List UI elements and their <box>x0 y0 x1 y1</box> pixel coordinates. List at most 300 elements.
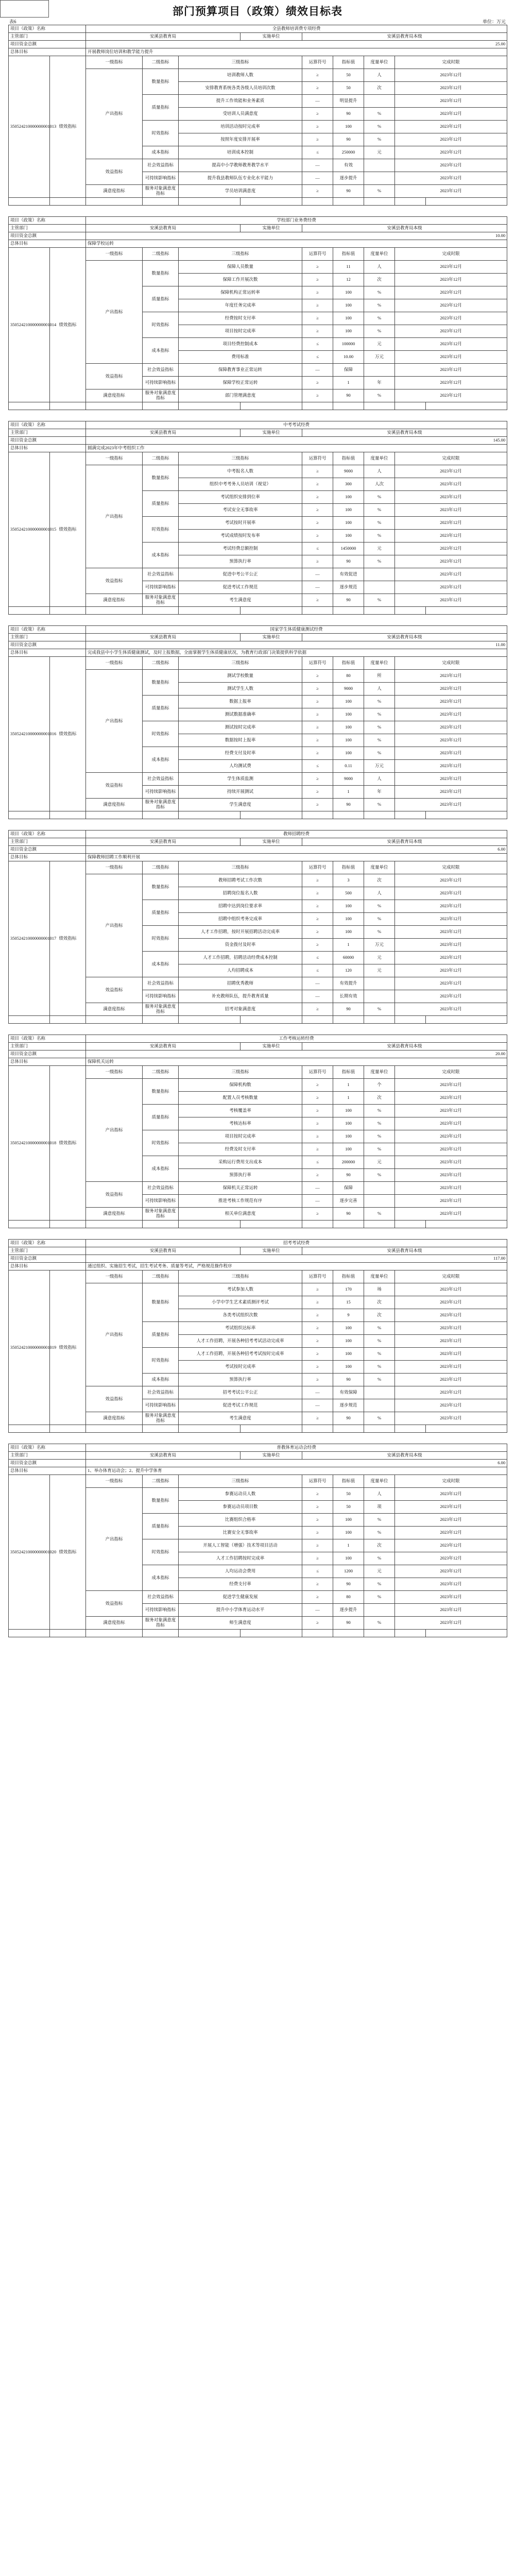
level2-cell: 成本指标 <box>143 1565 179 1591</box>
table-row <box>9 1255 507 1263</box>
unit-cell: 人 <box>364 773 395 786</box>
blank-cell <box>179 1016 241 1024</box>
deadline-cell: 2023年12月 <box>395 351 507 364</box>
project-table <box>8 830 507 1024</box>
table-row <box>9 607 507 615</box>
value-cell: 50 <box>333 1501 364 1514</box>
operator-cell: ≥ <box>302 1105 333 1117</box>
blank-cell <box>302 811 333 819</box>
value-cell: 100 <box>333 530 364 543</box>
blank-cell <box>395 1221 426 1228</box>
impl-value: 安溪县教育局本级 <box>302 1043 507 1050</box>
deadline-cell: 2023年12月 <box>395 491 507 504</box>
unit-cell <box>364 159 395 172</box>
unit-cell: 年 <box>364 786 395 799</box>
level3-cell: 人才工作招聘，按时开展招聘活动完成率 <box>179 926 302 939</box>
unit-cell: 个 <box>364 1079 395 1092</box>
header-lvl1: 一级指标 <box>86 248 143 261</box>
project-block <box>8 421 507 615</box>
table-row <box>9 429 507 437</box>
value-cell: 170 <box>333 1283 364 1296</box>
deadline-cell: 2023年12月 <box>395 926 507 939</box>
unit-cell: % <box>364 1348 395 1361</box>
blank-cell <box>333 607 364 615</box>
deadline-cell: 2023年12月 <box>395 95 507 108</box>
deadline-cell: 2023年12月 <box>395 555 507 568</box>
deadline-cell: 2023年12月 <box>395 1130 507 1143</box>
table-row <box>9 33 507 41</box>
level2-cell: 质量指标 <box>143 95 179 121</box>
unit-cell: 场 <box>364 1283 395 1296</box>
header-unit: 度量单位 <box>364 657 395 670</box>
blank-cell <box>241 607 302 615</box>
operator-cell: ≥ <box>302 1283 333 1296</box>
blank-cell <box>143 1221 179 1228</box>
project-table <box>8 25 507 206</box>
unit-cell: % <box>364 325 395 338</box>
level3-cell: 项目经费控制成本 <box>179 338 302 351</box>
operator-cell: ≤ <box>302 351 333 364</box>
value-cell: 1 <box>333 939 364 952</box>
value-cell: 有效提升 <box>333 977 364 990</box>
operator-cell: ≥ <box>302 185 333 198</box>
level3-cell: 招聘中组织考务完成率 <box>179 913 302 926</box>
table-row <box>9 1035 507 1043</box>
header-op: 运算符号 <box>302 1475 333 1488</box>
unit-cell <box>364 1604 395 1617</box>
deadline-cell: 2023年12月 <box>395 286 507 299</box>
dept-label: 主管部门 <box>9 1452 86 1460</box>
level3-cell: 考试安全无事故率 <box>179 504 302 517</box>
blank-cell <box>143 811 179 819</box>
deadline-cell: 2023年12月 <box>395 1092 507 1105</box>
unit-cell <box>364 990 395 1003</box>
fund-label: 项目资金总额 <box>9 437 86 445</box>
level3-cell: 保障学校正常运转 <box>179 377 302 389</box>
unit-cell: 元 <box>364 146 395 159</box>
operator-cell: ≥ <box>302 1501 333 1514</box>
deadline-cell: 2023年12月 <box>395 325 507 338</box>
level2-cell: 时效指标 <box>143 1539 179 1565</box>
value-cell: 100 <box>333 1348 364 1361</box>
deadline-cell: 2023年12月 <box>395 990 507 1003</box>
level3-cell: 考试组织安排到位率 <box>179 491 302 504</box>
level2-cell: 质量指标 <box>143 696 179 721</box>
header-val: 指标值 <box>333 452 364 465</box>
level3-cell: 开展人工智能（增强）技术等项目活动 <box>179 1539 302 1552</box>
level2-cell: 质量指标 <box>143 1514 179 1539</box>
operator-cell: ≥ <box>302 1552 333 1565</box>
value-cell: 50 <box>333 69 364 82</box>
deadline-cell: 2023年12月 <box>395 1105 507 1117</box>
level1-cell: 效益指标 <box>86 773 143 799</box>
blank-cell <box>179 402 241 410</box>
deadline-cell: 2023年12月 <box>395 261 507 274</box>
operator-cell: — <box>302 95 333 108</box>
blank-cell <box>364 402 395 410</box>
value-cell: 1 <box>333 1079 364 1092</box>
level2-cell: 服务对象满意度指标 <box>143 1208 179 1221</box>
goal-value: 圆满完成2023年中考组织工作 <box>86 445 507 452</box>
level3-cell: 培训活动按时完成率 <box>179 121 302 133</box>
level3-cell: 中考报名人数 <box>179 465 302 478</box>
project-table <box>8 1444 507 1637</box>
operator-cell: ≥ <box>302 274 333 286</box>
unit-cell: % <box>364 530 395 543</box>
level3-cell: 促进中考公平公正 <box>179 568 302 581</box>
value-cell: 200000 <box>333 1156 364 1169</box>
blank-cell <box>179 1630 241 1637</box>
level3-cell: 考生满意度 <box>179 1412 302 1425</box>
level3-cell: 考生满意度 <box>179 594 302 607</box>
table-row <box>9 1444 507 1452</box>
value-cell: 250000 <box>333 146 364 159</box>
operator-cell: — <box>302 159 333 172</box>
deadline-cell: 2023年12月 <box>395 1374 507 1386</box>
operator-cell: ≥ <box>302 786 333 799</box>
level3-cell: 年度任务完成率 <box>179 299 302 312</box>
blank-cell <box>426 1630 507 1637</box>
value-cell: 80 <box>333 1591 364 1604</box>
level3-cell: 采购运行费用支出成本 <box>179 1156 302 1169</box>
project-name-label: 项目（政策）名称 <box>9 626 86 634</box>
operator-cell: ≤ <box>302 1156 333 1169</box>
corner-box <box>0 0 49 18</box>
level2-cell: 时效指标 <box>143 312 179 338</box>
level3-cell: 培训成本控制 <box>179 146 302 159</box>
impl-label: 实施单位 <box>241 33 302 41</box>
deadline-cell: 2023年12月 <box>395 1565 507 1578</box>
header-op: 运算符号 <box>302 452 333 465</box>
header-cycle: 完成时限 <box>395 1270 507 1283</box>
blank-cell <box>395 1016 426 1024</box>
value-cell: 90 <box>333 1374 364 1386</box>
blank-cell <box>143 1425 179 1433</box>
impl-label: 实施单位 <box>241 225 302 232</box>
project-code: 350524210000000001013 <box>9 56 50 198</box>
unit-cell: % <box>364 747 395 760</box>
unit-cell: 人 <box>364 887 395 900</box>
operator-cell: ≥ <box>302 670 333 683</box>
deadline-cell: 2023年12月 <box>395 760 507 773</box>
table-row <box>9 1425 507 1433</box>
unit-cell: 人 <box>364 69 395 82</box>
unit-cell: % <box>364 312 395 325</box>
deadline-cell: 2023年12月 <box>395 312 507 325</box>
value-cell: 100 <box>333 504 364 517</box>
value-cell: 90 <box>333 1208 364 1221</box>
level3-cell: 测试学生人数 <box>179 683 302 696</box>
unit-cell <box>364 977 395 990</box>
value-cell: 80 <box>333 670 364 683</box>
impl-label: 实施单位 <box>241 838 302 846</box>
impl-value: 安溪县教育局本级 <box>302 634 507 641</box>
impl-value: 安溪县教育局本级 <box>302 225 507 232</box>
level3-cell: 促进学生健康发展 <box>179 1591 302 1604</box>
unit-cell: % <box>364 1527 395 1539</box>
level1-cell: 满意度指标 <box>86 1003 143 1016</box>
operator-cell: ≥ <box>302 69 333 82</box>
deadline-cell: 2023年12月 <box>395 696 507 708</box>
goal-value: 通过组织、实施招生考试，招生考试考务、质量等考试，严格规范操作程序 <box>86 1263 507 1270</box>
value-cell: 有效保障 <box>333 1386 364 1399</box>
goal-label: 总体目标 <box>9 854 86 861</box>
deadline-cell: 2023年12月 <box>395 299 507 312</box>
header-lvl3: 三级指标 <box>179 56 302 69</box>
operator-cell: ≤ <box>302 760 333 773</box>
level3-cell: 资金拨付及时率 <box>179 939 302 952</box>
level1-cell: 效益指标 <box>86 1591 143 1617</box>
impl-label: 实施单位 <box>241 1247 302 1255</box>
level3-cell: 招聘优秀教师 <box>179 977 302 990</box>
operator-cell: ≥ <box>302 747 333 760</box>
unit-cell: 元 <box>364 543 395 555</box>
operator-cell: ≥ <box>302 1208 333 1221</box>
level2-cell: 可持续影响指标 <box>143 1399 179 1412</box>
header-unit: 度量单位 <box>364 248 395 261</box>
blank-cell <box>364 1221 395 1228</box>
fund-value: 145.00 <box>86 437 507 445</box>
blank-cell <box>143 402 179 410</box>
deadline-cell: 2023年12月 <box>395 568 507 581</box>
level2-cell: 服务对象满意度指标 <box>143 1003 179 1016</box>
blank-cell <box>86 1221 143 1228</box>
value-cell: 3 <box>333 874 364 887</box>
level2-cell: 服务对象满意度指标 <box>143 799 179 811</box>
level3-cell: 培训教师人数 <box>179 69 302 82</box>
impl-label: 实施单位 <box>241 1452 302 1460</box>
deadline-cell: 2023年12月 <box>395 69 507 82</box>
operator-cell: ≥ <box>302 325 333 338</box>
project-name-label: 项目（政策）名称 <box>9 1035 86 1043</box>
value-cell: 90 <box>333 799 364 811</box>
project-name: 国家学生体质健康测试经费 <box>86 626 507 634</box>
perf-label: 绩效指标 <box>50 1270 86 1425</box>
header-cycle: 完成时限 <box>395 861 507 874</box>
table-row <box>9 641 507 649</box>
level3-cell: 补充教师队伍，提升教育质量 <box>179 990 302 1003</box>
blank-cell <box>333 1221 364 1228</box>
operator-cell: ≥ <box>302 1488 333 1501</box>
page-title: 部门预算项目（政策）绩效目标表 <box>173 5 342 18</box>
value-cell: 90 <box>333 555 364 568</box>
value-cell: 100 <box>333 696 364 708</box>
header-op: 运算符号 <box>302 1270 333 1283</box>
dept-value: 安溪县教育局 <box>86 1043 241 1050</box>
operator-cell: ≥ <box>302 773 333 786</box>
operator-cell: ≥ <box>302 1143 333 1156</box>
level3-cell: 小学中学生艺术素质测评考试 <box>179 1296 302 1309</box>
level2-cell: 时效指标 <box>143 1348 179 1374</box>
operator-cell: ≥ <box>302 1527 333 1539</box>
deadline-cell: 2023年12月 <box>395 1514 507 1527</box>
operator-cell: ≥ <box>302 913 333 926</box>
blank-cell <box>86 607 143 615</box>
deadline-cell: 2023年12月 <box>395 1617 507 1630</box>
unit-cell: % <box>364 1374 395 1386</box>
header-op: 运算符号 <box>302 56 333 69</box>
operator-cell: — <box>302 1386 333 1399</box>
blank-cell <box>179 1425 241 1433</box>
deadline-cell: 2023年12月 <box>395 1488 507 1501</box>
perf-label: 绩效指标 <box>50 452 86 607</box>
project-name-label: 项目（政策）名称 <box>9 1240 86 1247</box>
blank-cell <box>143 607 179 615</box>
project-block <box>8 830 507 1024</box>
level3-cell: 教师招聘考试工作次数 <box>179 874 302 887</box>
perf-label: 绩效指标 <box>50 657 86 811</box>
perf-label: 绩效指标 <box>50 1066 86 1221</box>
level2-cell: 社会效益指标 <box>143 159 179 172</box>
level2-cell: 时效指标 <box>143 721 179 747</box>
goal-label: 总体目标 <box>9 445 86 452</box>
level2-cell: 时效指标 <box>143 926 179 952</box>
level2-cell: 成本指标 <box>143 1374 179 1386</box>
operator-cell: ≥ <box>302 874 333 887</box>
value-cell: 100 <box>333 926 364 939</box>
project-table <box>8 421 507 615</box>
level3-cell: 按照年度安排开展率 <box>179 133 302 146</box>
operator-cell: ≥ <box>302 1539 333 1552</box>
blank-cell <box>302 198 333 206</box>
blank-cell <box>302 1221 333 1228</box>
table-row <box>9 1247 507 1255</box>
value-cell: 逐步提升 <box>333 172 364 185</box>
blank-cell <box>9 402 50 410</box>
header-lvl3: 三级指标 <box>179 1475 302 1488</box>
unit-cell: 元 <box>364 1565 395 1578</box>
level3-cell: 相关单位满意度 <box>179 1208 302 1221</box>
level3-cell: 费用标准 <box>179 351 302 364</box>
header-val: 指标值 <box>333 248 364 261</box>
level3-cell: 促进考试工作规范 <box>179 1399 302 1412</box>
goal-label: 总体目标 <box>9 649 86 657</box>
project-block <box>8 25 507 206</box>
table-row <box>9 445 507 452</box>
value-cell: 保障 <box>333 1182 364 1195</box>
fund-label: 项目资金总额 <box>9 846 86 854</box>
deadline-cell: 2023年12月 <box>395 1169 507 1182</box>
unit-cell: % <box>364 108 395 121</box>
level2-cell: 时效指标 <box>143 1130 179 1156</box>
level2-cell: 可持续影响指标 <box>143 1195 179 1208</box>
header-lvl2: 二级指标 <box>143 1270 179 1283</box>
dept-value: 安溪县教育局 <box>86 33 241 41</box>
operator-cell: ≤ <box>302 952 333 964</box>
dept-label: 主管部门 <box>9 1043 86 1050</box>
unit-cell: % <box>364 799 395 811</box>
value-cell: 100 <box>333 734 364 747</box>
unit-cell <box>364 1386 395 1399</box>
operator-cell: ≥ <box>302 389 333 402</box>
value-cell: 100 <box>333 286 364 299</box>
perf-label: 绩效指标 <box>50 1475 86 1630</box>
deadline-cell: 2023年12月 <box>395 799 507 811</box>
header-unit: 度量单位 <box>364 1066 395 1079</box>
operator-cell: ≥ <box>302 1130 333 1143</box>
level1-cell: 产出指标 <box>86 874 143 977</box>
value-cell: 9000 <box>333 465 364 478</box>
operator-cell: — <box>302 568 333 581</box>
level3-cell: 预算执行率 <box>179 555 302 568</box>
value-cell: 90 <box>333 1169 364 1182</box>
level2-cell: 社会效益指标 <box>143 977 179 990</box>
goal-value: 保障教师招聘工作顺利开展 <box>86 854 507 861</box>
operator-cell: ≥ <box>302 108 333 121</box>
operator-cell: ≥ <box>302 286 333 299</box>
table-row <box>9 232 507 240</box>
unit-cell: % <box>364 926 395 939</box>
operator-cell: ≥ <box>302 377 333 389</box>
deadline-cell: 2023年12月 <box>395 977 507 990</box>
deadline-cell: 2023年12月 <box>395 1361 507 1374</box>
operator-cell: ≥ <box>302 594 333 607</box>
goal-value: 保障学校运转 <box>86 240 507 248</box>
value-cell: 100 <box>333 1335 364 1348</box>
level1-cell: 产出指标 <box>86 465 143 568</box>
operator-cell: ≥ <box>302 1617 333 1630</box>
blocks-container <box>8 25 507 1637</box>
table-row <box>9 452 507 465</box>
project-name-label: 项目（政策）名称 <box>9 217 86 225</box>
value-cell: 100 <box>333 491 364 504</box>
project-name-label: 项目（政策）名称 <box>9 421 86 429</box>
unit-cell: % <box>364 721 395 734</box>
table-row <box>9 626 507 634</box>
fund-label: 项目资金总额 <box>9 1255 86 1263</box>
fund-value: 20.00 <box>86 1050 507 1058</box>
level3-cell: 人均测试费 <box>179 760 302 773</box>
blank-cell <box>426 607 507 615</box>
blank-cell <box>241 1016 302 1024</box>
level2-cell: 数量指标 <box>143 69 179 95</box>
level2-cell: 可持续影响指标 <box>143 581 179 594</box>
blank-cell <box>143 1630 179 1637</box>
project-name: 普教体育运动会经费 <box>86 1444 507 1452</box>
level2-cell: 成本指标 <box>143 1156 179 1182</box>
blank-cell <box>179 811 241 819</box>
unit-cell: % <box>364 389 395 402</box>
goal-value: 1、举办体育运动会；2、提升中学体育 <box>86 1467 507 1475</box>
deadline-cell: 2023年12月 <box>395 594 507 607</box>
level3-cell: 保障机构数 <box>179 1079 302 1092</box>
blank-cell <box>364 1425 395 1433</box>
level3-cell: 考试经费总额控制 <box>179 543 302 555</box>
value-cell: 100 <box>333 1322 364 1335</box>
unit-cell: 次 <box>364 1092 395 1105</box>
operator-cell: — <box>302 1195 333 1208</box>
table-row <box>9 1050 507 1058</box>
level3-cell: 保障教育事业正常运转 <box>179 364 302 377</box>
value-cell: 11 <box>333 261 364 274</box>
impl-value: 安溪县教育局本级 <box>302 1247 507 1255</box>
unit-cell: % <box>364 1322 395 1335</box>
header-lvl3: 三级指标 <box>179 1270 302 1283</box>
project-name: 招考考试经费 <box>86 1240 507 1247</box>
goal-label: 总体目标 <box>9 1263 86 1270</box>
level2-cell: 成本指标 <box>143 543 179 568</box>
level1-cell: 满意度指标 <box>86 185 143 198</box>
deadline-cell: 2023年12月 <box>395 1296 507 1309</box>
table-row <box>9 634 507 641</box>
unit-cell: 人次 <box>364 478 395 491</box>
project-name-label: 项目（政策）名称 <box>9 25 86 33</box>
operator-cell: ≥ <box>302 504 333 517</box>
dept-label: 主管部门 <box>9 1247 86 1255</box>
value-cell: 逐步提升 <box>333 1604 364 1617</box>
blank-cell <box>426 1425 507 1433</box>
value-cell: 1200 <box>333 1565 364 1578</box>
